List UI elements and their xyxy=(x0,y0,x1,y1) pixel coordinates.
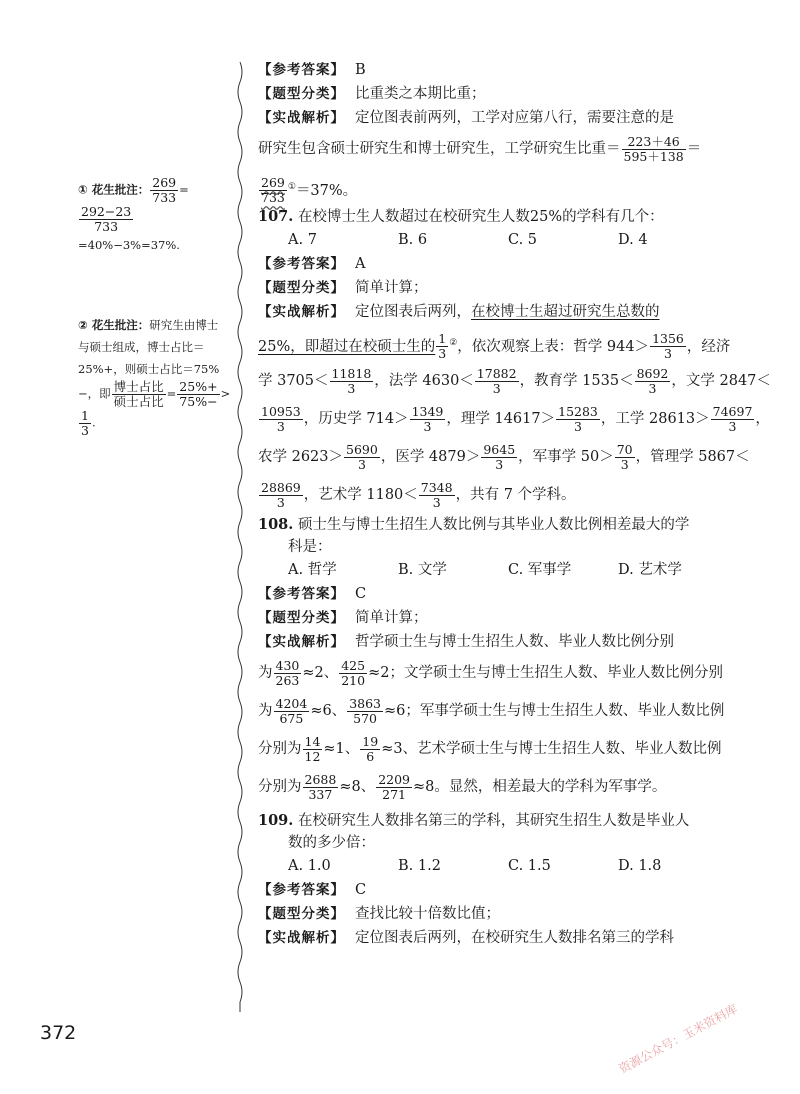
fraction-numerator: 269 xyxy=(261,175,285,191)
fraction-denominator: 675 xyxy=(279,710,304,726)
type-row xyxy=(258,82,728,106)
option-c: C. 5 xyxy=(508,232,538,248)
explanation-text: ≈8、 xyxy=(339,779,376,795)
answer-value: C xyxy=(355,882,367,898)
footnote-mark: ① xyxy=(287,182,296,192)
fraction-numerator: 9645 xyxy=(483,441,516,457)
fraction-denominator: 271 xyxy=(382,786,407,802)
fraction-denominator: 3 xyxy=(347,380,356,396)
fraction-numerator: 430 xyxy=(275,657,300,673)
fraction-denominator: 337 xyxy=(308,786,333,802)
note-line: =40%−3%=37%. xyxy=(78,238,180,252)
fraction-denominator: 3 xyxy=(620,456,629,472)
question-number: 108. xyxy=(258,516,294,533)
note-line: 研究生由博士 xyxy=(149,318,219,332)
option-c: C. 军事学 xyxy=(508,562,572,578)
explanation-text: 农学 2623＞ xyxy=(258,449,344,465)
type-tag: 【题型分类】 xyxy=(258,610,345,626)
fraction-denominator: 3 xyxy=(81,423,89,438)
explanation-line xyxy=(258,438,750,476)
explanation-text: 研究生包含硕士研究生和博士研究生，工学研究生比重＝ xyxy=(258,141,621,157)
type-row xyxy=(258,606,728,630)
explanation-text: 为 xyxy=(258,703,273,719)
explanation-row xyxy=(258,630,728,654)
fraction-numerator: 1 xyxy=(81,408,89,423)
page-number: 372 xyxy=(40,1022,77,1044)
explanation-text: ，共有 7 个学科。 xyxy=(455,487,576,503)
fraction-numerator: 2209 xyxy=(378,771,410,787)
fraction-numerator: 28869 xyxy=(261,479,301,495)
fraction-numerator: 15283 xyxy=(558,403,598,419)
fraction-numerator: 4204 xyxy=(275,695,308,711)
option-d: D. 1.8 xyxy=(618,858,662,874)
option-c: C. 1.5 xyxy=(508,858,551,874)
fraction-numerator: 25%+ xyxy=(179,379,218,394)
explanation-text: 定位图表后两列， xyxy=(355,304,471,320)
question-text-cont xyxy=(258,536,728,558)
explanation-line xyxy=(258,324,731,362)
answer-row xyxy=(258,58,728,82)
explanation-text: ，文学 2847＜ xyxy=(671,373,771,389)
type-value: 比重类之本期比重； xyxy=(355,86,486,102)
explanation-tag: 【实战解析】 xyxy=(258,110,345,126)
explanation-line xyxy=(258,768,728,806)
question-text: 数的多少倍： xyxy=(288,835,375,851)
fraction-numerator: 2688 xyxy=(304,771,337,787)
underlined-text: 在校博士生超过研究生总数的 xyxy=(471,304,660,320)
explanation-text: ，历史学 714＞ xyxy=(303,411,409,427)
explanation-text: ≈8。显然，相差最大的学科为军事学。 xyxy=(413,779,667,795)
fraction-denominator: 3 xyxy=(728,418,737,434)
explanation-text: ≈2、 xyxy=(302,665,339,681)
fraction-denominator: 3 xyxy=(357,456,366,472)
fraction-denominator: 263 xyxy=(275,672,300,688)
fraction-denominator: 硕士占比 xyxy=(113,394,164,409)
options xyxy=(258,854,728,878)
question-number: 107. xyxy=(258,208,294,225)
underlined-text: 25%，即超过在校硕士生的 xyxy=(258,338,436,355)
fraction-denominator: 570 xyxy=(353,710,378,726)
explanation-line xyxy=(258,476,728,514)
explanation-text: 为 xyxy=(258,665,273,681)
explanation-line xyxy=(258,130,728,168)
fraction-denominator: 3 xyxy=(648,380,657,396)
explanation-row xyxy=(258,300,728,324)
fraction-numerator: 5690 xyxy=(346,441,378,457)
fraction-numerator: 17882 xyxy=(476,365,517,381)
fraction-numerator: 3863 xyxy=(349,695,381,711)
question-text: 硕士生与博士生招生人数比例与其毕业人数比例相差最大的学 xyxy=(297,517,690,533)
explanation-text: 学 3705＜ xyxy=(258,373,329,389)
fraction-denominator: 3 xyxy=(574,418,582,434)
note-line: 与硕士组成，博士占比＝ xyxy=(78,340,205,354)
answer-tag: 【参考答案】 xyxy=(258,586,345,602)
fraction-numerator: 10953 xyxy=(261,403,301,419)
option-d: D. 4 xyxy=(618,232,648,248)
explanation-text: 分别为 xyxy=(258,779,302,795)
fraction-denominator: 733 xyxy=(261,190,285,206)
answer-row xyxy=(258,252,728,276)
type-value: 简单计算； xyxy=(355,610,428,626)
explanation-line xyxy=(258,654,728,692)
fraction-denominator: 3 xyxy=(492,380,501,396)
explanation-text: ，依次观察上表：哲学 944＞ xyxy=(457,338,650,355)
answer-value: C xyxy=(355,586,367,602)
fraction-denominator: 3 xyxy=(423,418,432,434)
explanation-text: ， xyxy=(755,411,770,427)
explanation-text: ≈6；军事学硕士生与博士生招生人数、毕业人数比例 xyxy=(384,703,725,719)
explanation-tag: 【实战解析】 xyxy=(258,930,345,946)
explanation-text: ，医学 4879＞ xyxy=(380,449,481,465)
explanation-text: ≈6、 xyxy=(310,703,347,719)
equals-sign: ＝ xyxy=(686,141,702,157)
explanation-text: ≈2；文学硕士生与博士生招生人数、毕业人数比例分别 xyxy=(368,665,723,681)
fraction-numerator: 292−23 xyxy=(81,204,132,219)
explanation-text: 哲学硕士生与博士生招生人数、毕业人数比例分别 xyxy=(355,634,674,650)
explanation-text: 定位图表前两列，工学对应第八行，需要注意的是 xyxy=(355,110,674,126)
explanation-text: ，工学 28613＞ xyxy=(600,411,710,427)
explanation-text: ，军事学 50＞ xyxy=(518,449,614,465)
explanation-text: ，理学 14617＞ xyxy=(446,411,556,427)
type-row xyxy=(258,276,728,300)
option-a: A. 1.0 xyxy=(288,858,331,874)
explanation-tag: 【实战解析】 xyxy=(258,634,345,650)
fraction-denominator: 3 xyxy=(432,494,441,510)
explanation-text: 分别为 xyxy=(258,741,302,757)
explanation-text: ，教育学 1535＜ xyxy=(519,373,634,389)
question-108 xyxy=(258,514,728,536)
fraction-numerator: 425 xyxy=(341,657,366,673)
fraction-denominator: 6 xyxy=(366,748,375,764)
fraction-denominator: 210 xyxy=(341,672,366,688)
option-b: B. 6 xyxy=(398,232,428,248)
question-text: 在校研究生人数排名第三的学科，其研究生招生人数是毕业人 xyxy=(297,813,690,829)
answer-tag: 【参考答案】 xyxy=(258,882,345,898)
question-text: 在校博士生人数超过在校研究生人数25%的学科有几个： xyxy=(297,209,664,225)
question-text: 科是： xyxy=(288,539,332,555)
footnote-mark: ② xyxy=(449,338,458,348)
explanation-line xyxy=(258,400,770,438)
explanation-line xyxy=(258,730,728,768)
explanation-text: ≈3、艺术学硕士生与博士生招生人数、毕业人数比例 xyxy=(381,741,722,757)
type-tag: 【题型分类】 xyxy=(258,86,345,102)
answer-value: B xyxy=(355,62,366,78)
note-line: −，即 xyxy=(78,386,111,401)
fraction-numerator: 11818 xyxy=(331,365,372,381)
question-number: 109. xyxy=(258,812,294,829)
fraction-denominator: 75%− xyxy=(179,394,218,409)
fraction-numerator: 1 xyxy=(438,331,447,347)
fraction-numerator: 74697 xyxy=(712,403,753,419)
option-a: A. 7 xyxy=(288,232,317,248)
side-note-2: ② 花生批注：研究生由博士 与硕士组成，博士占比＝ 25%+，则硕士占比＝75% −，即 $\frac{\text{博士占比}}{\text{硕士占比}}$ = $\frac{25\%+}{75\%-}$ > $\frac{1}{3}$ . xyxy=(78,314,236,438)
note-heading: ① 花生批注： xyxy=(78,182,150,197)
fraction-denominator: 3 xyxy=(495,456,504,472)
fraction-denominator: 3 xyxy=(663,346,672,362)
fraction-numerator: 269 xyxy=(152,175,177,190)
fraction-numerator: 1349 xyxy=(411,403,444,419)
explanation-row xyxy=(258,926,728,950)
explanation-row xyxy=(258,106,728,130)
type-tag: 【题型分类】 xyxy=(258,906,345,922)
note-line: 25%+，则硕士占比＝75% xyxy=(78,362,220,376)
fraction-numerator: 223＋46 xyxy=(622,135,686,150)
note-heading: ② 花生批注： xyxy=(78,318,150,332)
fraction-denominator: 3 xyxy=(438,346,447,362)
watermark: 资源公众号：玉米资料库 xyxy=(616,1001,740,1077)
option-d: D. 艺术学 xyxy=(618,562,682,578)
explanation-text: ≈1、 xyxy=(323,741,360,757)
fraction-denominator: 3 xyxy=(276,494,285,510)
answer-value: A xyxy=(355,256,366,272)
explanation-text: ＝37%。 xyxy=(295,182,358,199)
question-107 xyxy=(258,206,728,228)
type-value: 简单计算； xyxy=(355,280,428,296)
type-value: 查找比较十倍数比值； xyxy=(355,906,500,922)
fraction-numerator: 19 xyxy=(362,733,379,749)
answer-tag: 【参考答案】 xyxy=(258,62,345,78)
type-tag: 【题型分类】 xyxy=(258,280,345,296)
fraction-numerator: 14 xyxy=(304,733,321,749)
answer-row xyxy=(258,582,728,606)
explanation-line xyxy=(258,692,728,730)
main-content xyxy=(258,58,771,950)
fraction-numerator: 70 xyxy=(616,441,633,457)
option-a: A. 哲学 xyxy=(288,562,337,578)
option-b: B. 1.2 xyxy=(398,858,441,874)
fraction-numerator: 博士占比 xyxy=(113,379,164,394)
fraction-numerator: 8692 xyxy=(636,365,669,381)
answer-row xyxy=(258,878,728,902)
answer-tag: 【参考答案】 xyxy=(258,256,345,272)
question-109 xyxy=(258,810,728,832)
fraction-denominator: 733 xyxy=(152,190,177,205)
explanation-line xyxy=(258,362,771,400)
explanation-text: ，法学 4630＜ xyxy=(374,373,474,389)
side-note-1: ① 花生批注： $\frac{269}{733}$ = $\frac{292-23}{733}$ =40%−3%=37%. xyxy=(78,176,236,256)
options xyxy=(258,228,728,252)
explanation-text: ，艺术学 1180＜ xyxy=(303,487,418,503)
fraction-denominator: 733 xyxy=(94,219,119,234)
type-row xyxy=(258,902,728,926)
fraction-denominator: 12 xyxy=(304,748,321,764)
fraction-denominator: 3 xyxy=(276,418,285,434)
dashed-divider xyxy=(236,62,244,1012)
explanation-tag: 【实战解析】 xyxy=(258,304,345,320)
fraction-numerator: 7348 xyxy=(420,479,453,495)
fraction-denominator: 595＋138 xyxy=(623,148,684,164)
options xyxy=(258,558,728,582)
explanation-text: ，经济 xyxy=(686,338,731,355)
question-text-cont xyxy=(258,832,728,854)
explanation-text: ，管理学 5867＜ xyxy=(635,449,750,465)
explanation-line xyxy=(258,168,728,206)
option-b: B. 文学 xyxy=(398,562,447,578)
explanation-text: 定位图表后两列，在校研究生人数排名第三的学科 xyxy=(355,930,674,946)
fraction-numerator: 1356 xyxy=(652,331,684,347)
